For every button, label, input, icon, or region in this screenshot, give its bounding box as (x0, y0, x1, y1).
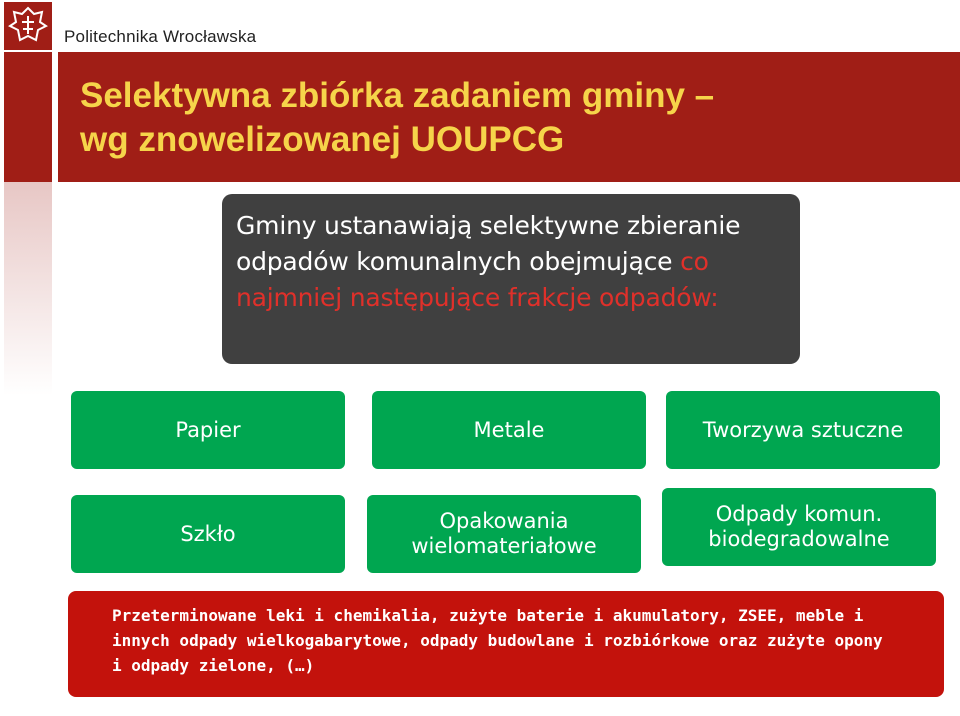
fraction-box-biodegradable (662, 488, 936, 566)
fraction-label: Odpady komun. biodegradowalne (708, 502, 890, 551)
fraction-label: Metale (473, 417, 545, 442)
intro-box (222, 194, 800, 364)
other-fractions-text: Przeterminowane leki i chemikalia, zużyte baterie i akumulatory, ZSEE, meble i innych odpady wielkogabarytowe, odpady budowlane i rozbiórkowe oraz zużyte opony i odpady zielone, (…) (112, 606, 883, 675)
fraction-box-paper (71, 391, 345, 469)
fraction-label: Szkło (180, 521, 236, 546)
intro-text (236, 208, 786, 316)
intro-highlight: co najmniej następujące frakcje odpadów: (236, 247, 719, 312)
slide-title-line1: Selektywna zbiórka zadaniem gminy – (80, 76, 715, 115)
fraction-label: Opakowania wielomateriałowe (411, 509, 597, 558)
slide-title-line2: wg znowelizowanej UOUPCG (80, 120, 565, 159)
fraction-box-glass (71, 495, 345, 573)
fraction-box-plastics (666, 391, 940, 469)
left-decor-strip (0, 52, 58, 716)
header-bar (0, 0, 960, 52)
fraction-label: Tworzywa sztuczne (702, 417, 904, 442)
university-name: Politechnika Wrocławska (64, 27, 257, 46)
fraction-box-metals (372, 391, 646, 469)
eagle-logo-icon (4, 2, 52, 50)
fraction-label: Papier (175, 417, 241, 442)
intro-plain: Gminy ustanawiają selektywne zbieranie odpadów komunalnych obejmujące (236, 211, 741, 276)
slide-title (80, 74, 940, 162)
other-fractions-box (68, 591, 944, 697)
fraction-box-multimaterial (367, 495, 641, 573)
